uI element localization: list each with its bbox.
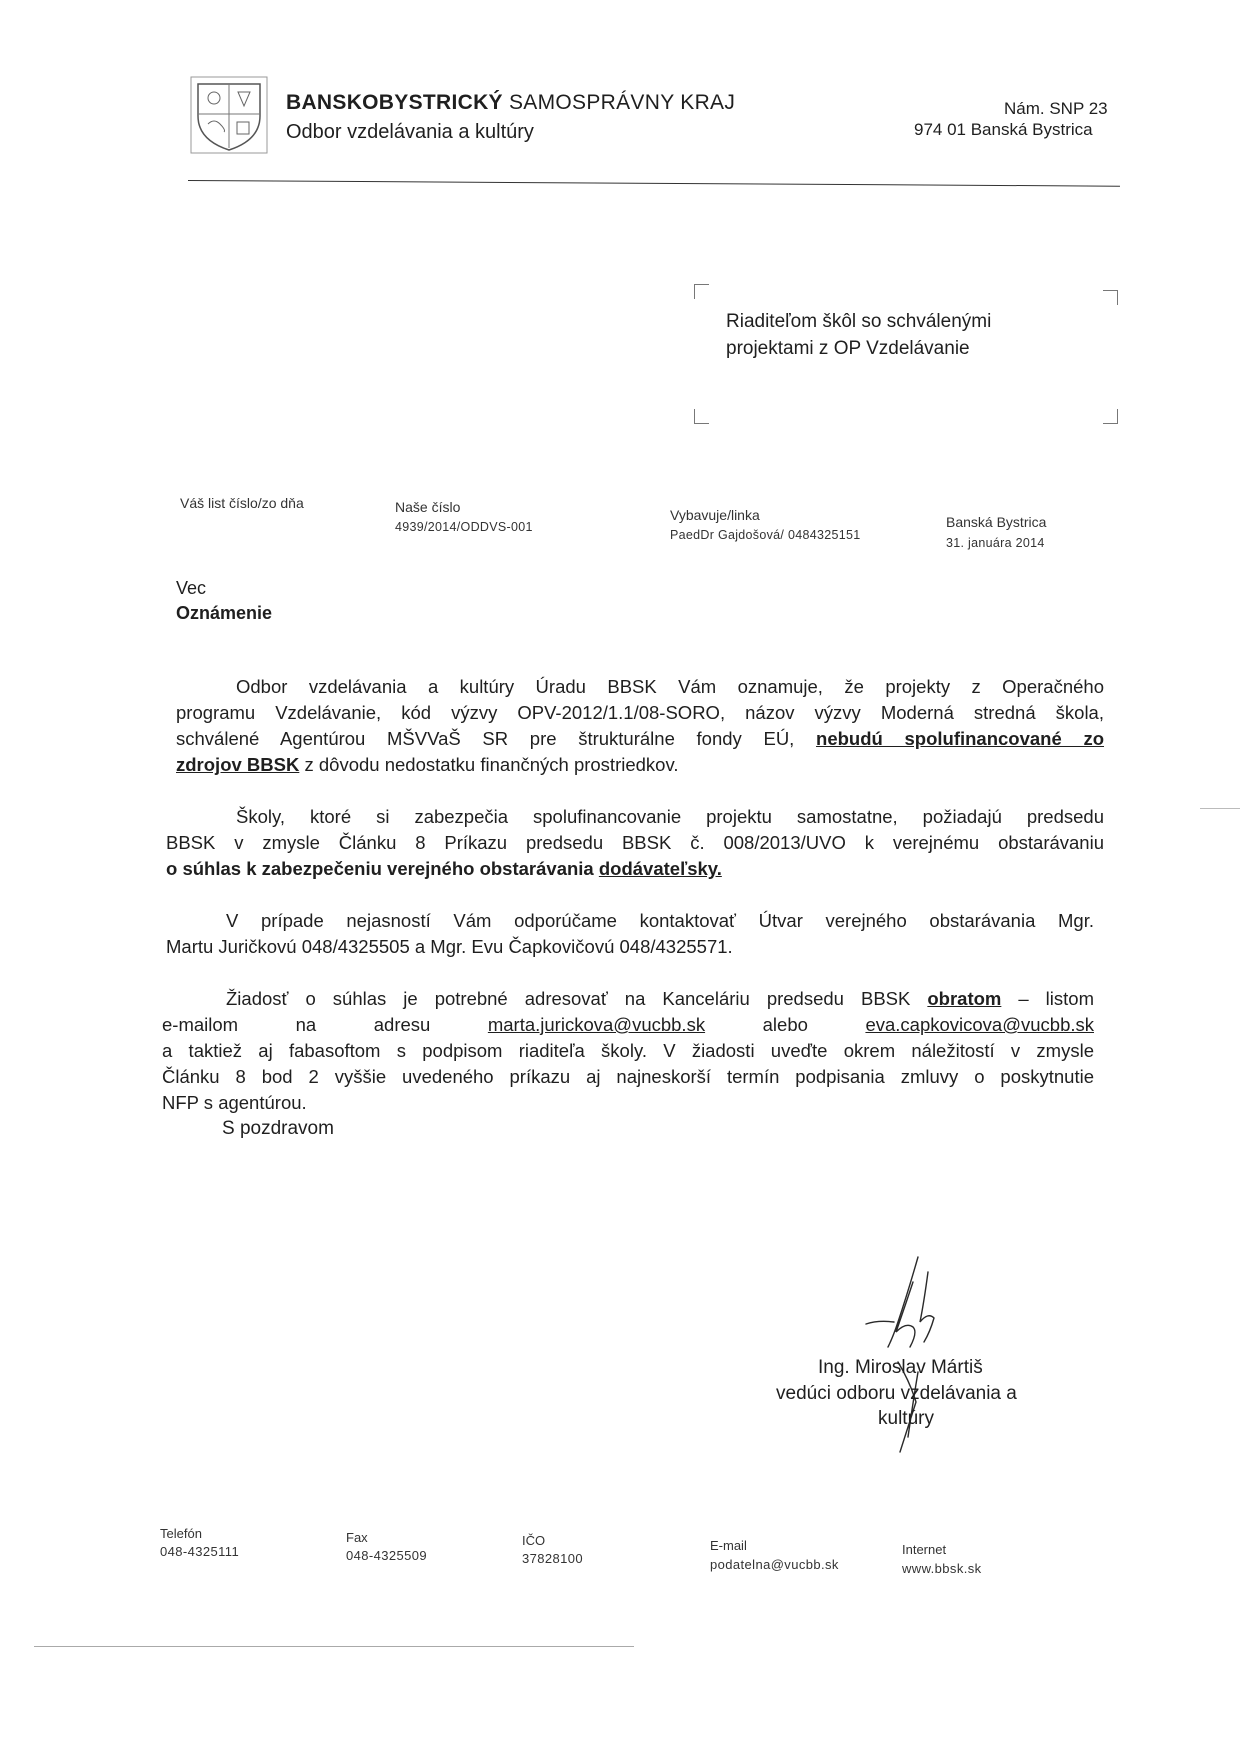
footer-email[interactable]: podatelna@vucbb.sk [710,1557,839,1572]
footer-phone: 048-4325111 [160,1544,240,1559]
header-divider [188,180,1120,187]
paragraph-4-line-4: Článku 8 bod 2 vyššie uvedeného príkazu aj najneskorší termín podpisania zmluvy o poskytnutie [162,1066,1094,1087]
footer-phone-label: Telefón [160,1526,202,1541]
subject-title: Oznámenie [176,603,273,623]
signer-name: Ing. Miroslav Mártiš [818,1357,983,1378]
paragraph-4-line-5: NFP s agentúrou. [162,1092,307,1113]
signer-role-line-1: vedúci odboru vzdelávania a [776,1383,1017,1404]
address-street: Nám. SNP 23 [1004,99,1108,118]
footer-internet-label: Internet [902,1542,947,1557]
closing-greeting: S pozdravom [222,1118,334,1139]
footer-fax-label: Fax [346,1530,368,1545]
your-letter-label: Váš list číslo/zo dňa [180,495,304,511]
subject-label: Vec [176,578,207,598]
paragraph-2-line-1: Školy, ktoré si zabezpečia spolufinancovanie projektu samostatne, požiadajú predsedu [236,806,1104,827]
paragraph-4-line-1: Žiadosť o súhlas je potrebné adresovať na Kanceláriu predsedu BBSK obratom – listom [226,988,1094,1009]
handled-by-label: Vybavuje/linka [670,507,760,523]
coat-of-arms-logo [190,76,268,154]
email-link-capkovicova[interactable]: eva.capkovicova@vucbb.sk [865,1014,1094,1035]
paragraph-1-line-1: Odbor vzdelávania a kultúry Úradu BBSK Vám oznamuje, že projekty z Operačného [236,676,1104,697]
our-number-value: 4939/2014/ODDVS-001 [395,520,533,534]
footer-email-label: E-mail [710,1538,747,1553]
recipient-line-1: Riaditeľom škôl so schválenými [726,311,992,332]
handled-by-value: PaedDr Gajdošová/ 0484325151 [670,528,861,542]
organization-name: BANSKOBYSTRICKÝ SAMOSPRÁVNY KRAJ [286,91,736,114]
paragraph-2-line-2: BBSK v zmysle Článku 8 Príkazu predsedu BBSK č. 008/2013/UVO k verejnému obstarávaniu [166,832,1104,853]
paragraph-4-line-3: a taktiež aj fabasoftom s podpisom riaditeľa školy. V žiadosti uveďte okrem náležitostí v zmysle [162,1040,1094,1061]
signer-role-line-2: kultúry [878,1408,934,1429]
footer-fax: 048-4325509 [346,1548,428,1563]
department-name: Odbor vzdelávania a kultúry [286,121,534,143]
paragraph-1-line-3: schválené Agentúrou MŠVVaŠ SR pre štrukturálne fondy EÚ, nebudú spolufinancované zo [176,728,1105,749]
address-city: 974 01 Banská Bystrica [914,120,1093,139]
our-number-label: Naše číslo [395,499,461,515]
footer-website[interactable]: www.bbsk.sk [902,1561,982,1576]
recipient-line-2: projektami z OP Vzdelávanie [726,338,970,359]
edge-scan-line [1200,808,1240,809]
footer-ico: 37828100 [522,1551,584,1566]
paragraph-3-line-1: V prípade nejasností Vám odporúčame kontaktovať Útvar verejného obstarávania Mgr. [226,910,1094,931]
email-link-jurickova[interactable]: marta.jurickova@vucbb.sk [487,1014,706,1035]
footer-ico-label: IČO [522,1533,546,1548]
bottom-scan-line [34,1646,634,1647]
paragraph-1-line-2: programu Vzdelávanie, kód výzvy OPV-2012/1.1/08-SORO, názov výzvy Moderná stredná škola, [176,702,1104,723]
paragraph-2-line-3: o súhlas k zabezpečeniu verejného obstarávania dodávateľsky. [166,858,722,879]
paragraph-3-line-2: Martu Juričkovú 048/4325505 a Mgr. Evu Čapkovičovú 048/4325571. [166,936,733,957]
place: Banská Bystrica [946,514,1047,530]
letter-date: 31. januára 2014 [946,536,1045,550]
paragraph-4-line-2: e-mailom na adresu marta.jurickova@vucbb.sk alebo eva.capkovicova@vucbb.sk [162,1014,1094,1035]
paragraph-1-line-4: zdrojov BBSK z dôvodu nedostatku finančných prostriedkov. [176,754,679,775]
